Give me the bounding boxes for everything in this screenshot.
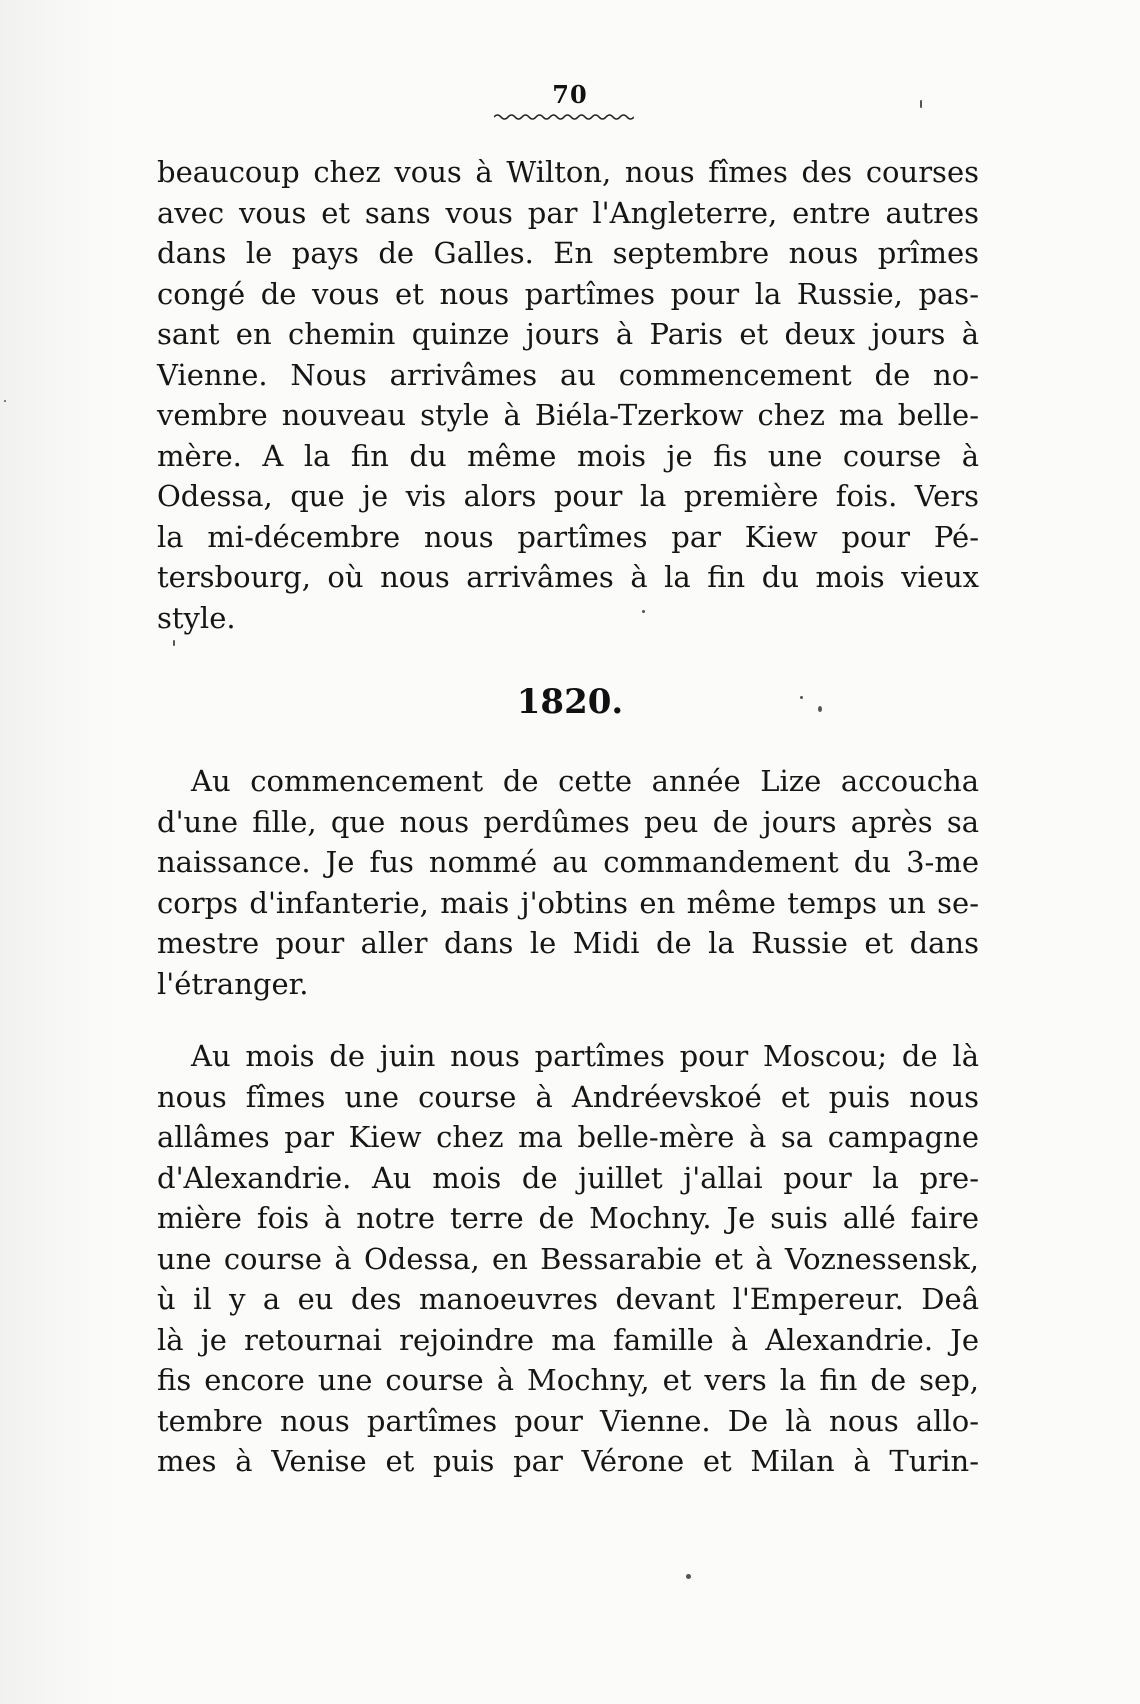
text-line: d'une fille, que nous perdûmes peu de jours après sa <box>157 804 979 839</box>
text-line: dans le pays de Galles. En septembre nous prîmes <box>157 236 979 270</box>
print-speck <box>818 706 822 712</box>
paragraph <box>157 1036 979 1482</box>
text-line: une course à Odessa, en Bessarabie et à Voznessensk, <box>157 1241 979 1276</box>
print-speck <box>686 1574 691 1579</box>
text-line: corps d'infanterie, mais j'obtins en même temps un se- <box>157 885 979 920</box>
text-line: Au commencement de cette année Lize accoucha <box>191 764 979 798</box>
page-gutter-shadow <box>0 0 120 1704</box>
decorative-wave-rule <box>494 112 634 122</box>
text-line: congé de vous et nous partîmes pour la Russie, pas- <box>157 276 979 311</box>
text-line: Vienne. Nous arrivâmes au commencement de no- <box>157 357 979 392</box>
text-line: allâmes par Kiew chez ma belle-mère à sa campagne <box>157 1120 979 1154</box>
text-line: vembre nouveau style à Biéla-Tzerkow chez ma belle- <box>157 398 979 432</box>
page-number: 70 <box>552 80 588 109</box>
text-line: la mi-décembre nous partîmes par Kiew pour Pé- <box>157 519 979 554</box>
text-line: sant en chemin quinze jours à Paris et deux jours à <box>157 317 979 351</box>
text-line: d'Alexandrie. Au mois de juillet j'allai pour la pre- <box>157 1160 979 1195</box>
year-heading: 1820. <box>516 682 624 722</box>
text-line: Au mois de juin nous partîmes pour Moscou; de là <box>191 1039 979 1073</box>
text-line: fis encore une course à Mochny, et vers la fin de sep, <box>157 1363 979 1397</box>
text-line: Odessa, que je vis alors pour la première fois. Vers <box>157 479 979 513</box>
text-line: style. <box>157 600 236 635</box>
paragraph <box>157 761 979 1004</box>
text-line: tembre nous partîmes pour Vienne. De là nous allo- <box>157 1403 979 1438</box>
text-line: avec vous et sans vous par l'Angleterre, entre autres <box>157 195 979 230</box>
paragraph-continuation <box>157 152 979 638</box>
print-speck <box>920 100 922 108</box>
print-speck <box>642 610 645 613</box>
print-speck <box>173 640 175 646</box>
text-line: mère. A la fin du même mois je fis une course à <box>157 438 979 473</box>
print-speck <box>800 696 803 699</box>
text-line: mes à Venise et puis par Vérone et Milan à Turin- <box>157 1444 979 1478</box>
text-line: mière fois à notre terre de Mochny. Je suis allé faire <box>157 1201 979 1235</box>
print-speck <box>4 400 6 402</box>
text-line: tersbourg, où nous arrivâmes à la fin du mois vieux <box>157 560 979 594</box>
text-line: mestre pour aller dans le Midi de la Russie et dans <box>157 926 979 960</box>
text-line: naissance. Je fus nommé au commandement du 3-me <box>157 845 979 879</box>
text-line: l'étranger. <box>157 966 309 1001</box>
text-line: nous fîmes une course à Andréevskoé et puis nous <box>157 1079 979 1114</box>
text-line: beaucoup chez vous à Wilton, nous fîmes des courses <box>157 155 979 189</box>
text-line: ù il y a eu des manoeuvres devant l'Empereur. Deâ <box>157 1282 979 1316</box>
text-line: là je retournai rejoindre ma famille à Alexandrie. Je <box>157 1322 979 1357</box>
